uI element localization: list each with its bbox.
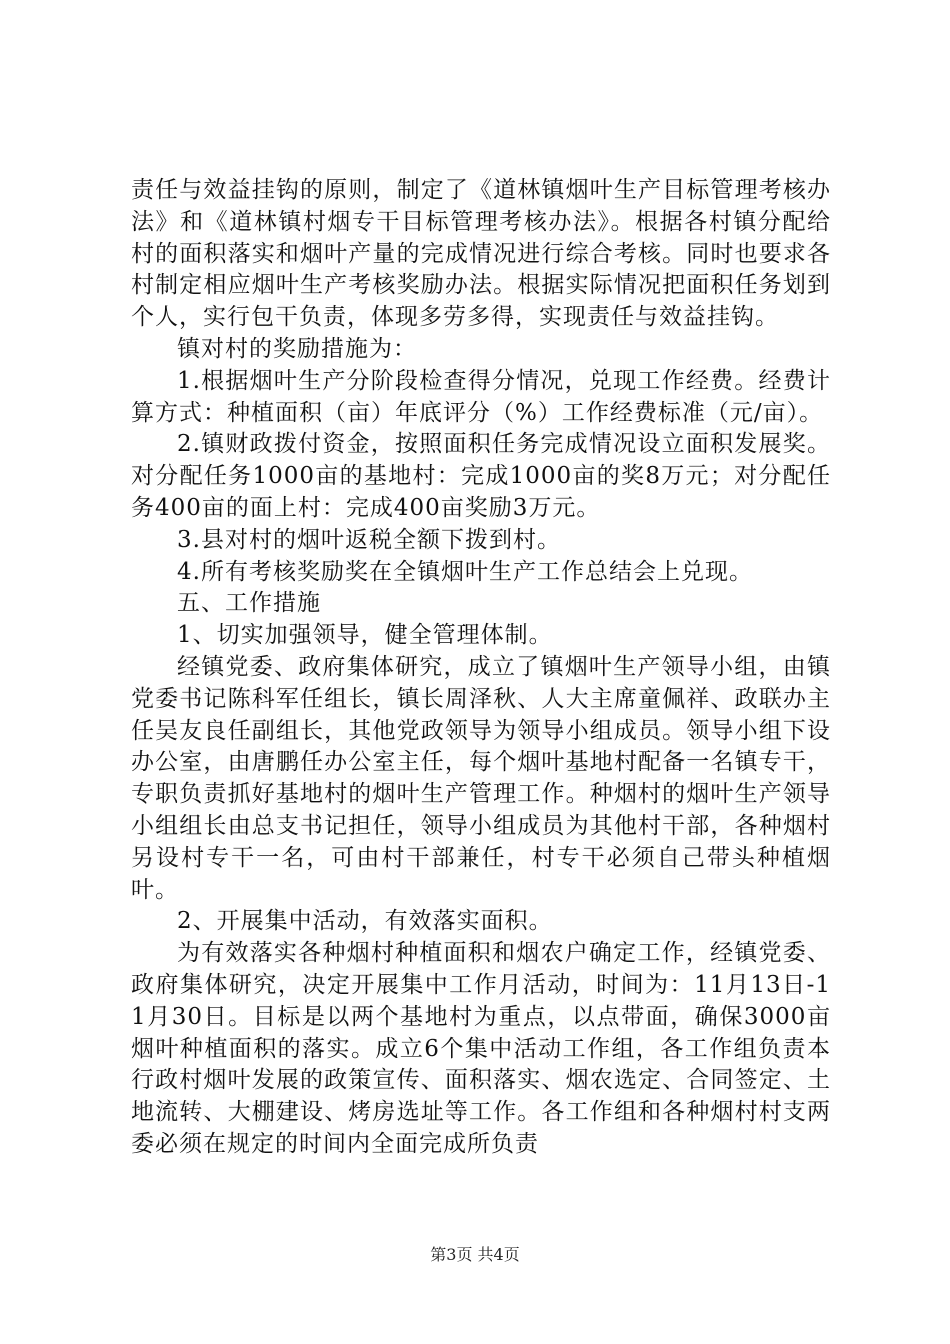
document-body bbox=[131, 175, 831, 1161]
subheading-concentrated-activity: 2、开展集中活动，有效落实面积。 bbox=[177, 908, 553, 935]
subheading-leadership: 1、切实加强领导，健全管理体制。 bbox=[177, 622, 553, 649]
paragraph-concentrated-activity: 为有效落实各种烟村种植面积和烟农户确定工作，经镇党委、政府集体研究，决定开展集中工作月活动，时间为：11月13日-11月30日。目标是以两个基地村为重点，以点带面，确保3000亩烟叶种植面积的落实。成立6个集中活动工作组，各工作组负责本行政村烟叶发展的政策宣传、面积落实、烟农选定、合同签定、土地流转、大棚建设、烤房选址等工作。各工作组和各种烟村村支两委必须在规定的时间内全面完成所负责 bbox=[131, 940, 831, 1157]
paragraph-reward-2: 2.镇财政拨付资金，按照面积任务完成情况设立面积发展奖。对分配任务1000亩的基地村：完成1000亩的奖8万元；对分配任务400亩的面上村：完成400亩奖励3万元。 bbox=[131, 431, 831, 521]
paragraph-reward-4: 4.所有考核奖励奖在全镇烟叶生产工作总结会上兑现。 bbox=[177, 558, 753, 585]
paragraph-leadership: 经镇党委、政府集体研究，成立了镇烟叶生产领导小组，由镇党委书记陈科军任组长，镇长周泽秋、人大主席童佩祥、政联办主任吴友良任副组长，其他党政领导为领导小组成员。领导小组下设办公室，由唐鹏任办公室主任，每个烟叶基地村配备一名镇专干，专职负责抓好基地村的烟叶生产管理工作。种烟村的烟叶生产领导小组组长由总支书记担任，领导小组成员为其他村干部，各种烟村另设村专干一名，可由村干部兼任，村专干必须自己带头种植烟叶。 bbox=[131, 653, 831, 903]
page-footer: 第3页 共4页 bbox=[430, 1245, 520, 1264]
paragraph-responsibility: 责任与效益挂钩的原则，制定了《道林镇烟叶生产目标管理考核办法》和《道林镇村烟专干目标管理考核办法》。根据各村镇分配给村的面积落实和烟叶产量的完成情况进行综合考核。同时也要求各村制定相应烟叶生产考核奖励办法。根据实际情况把面积任务划到个人，实行包干负责，体现多劳多得，实现责任与效益挂钩。 bbox=[131, 177, 831, 331]
section-heading-work-measures: 五、工作措施 bbox=[177, 590, 321, 617]
paragraph-reward-intro: 镇对村的奖励措施为： bbox=[177, 335, 417, 362]
paragraph-reward-1: 1.根据烟叶生产分阶段检查得分情况，兑现工作经费。经费计算方式：种植面积（亩）年底评分（%）工作经费标准（元/亩）。 bbox=[131, 367, 831, 426]
paragraph-reward-3: 3.县对村的烟叶返税全额下拨到村。 bbox=[177, 526, 561, 553]
